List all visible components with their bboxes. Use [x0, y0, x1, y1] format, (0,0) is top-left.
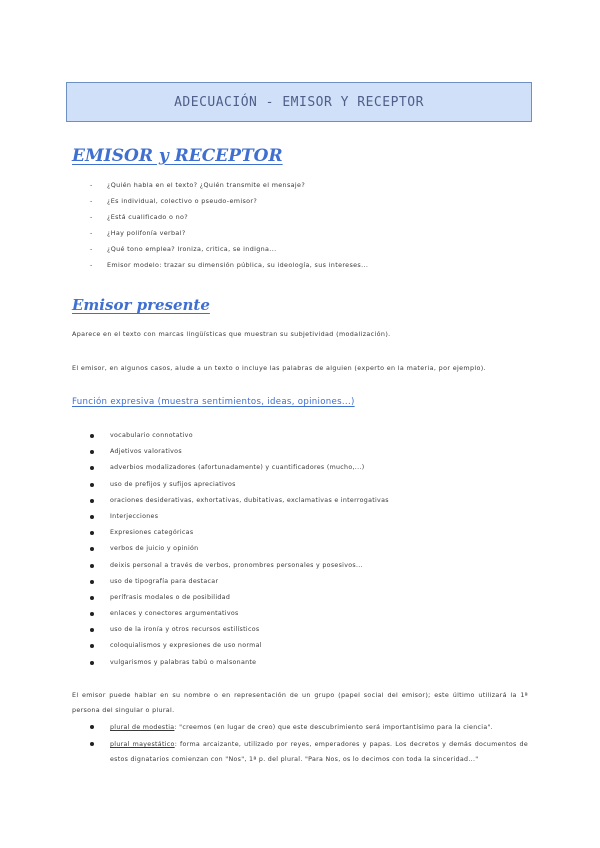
list-item — [88, 622, 389, 638]
list-item-text: vocabulario connotativo — [110, 432, 193, 439]
list-item-text: verbos de juicio y opinión — [110, 545, 199, 553]
list-item — [90, 193, 368, 209]
list-item-text: oraciones desiderativas, exhortativas, dubitativas, exclamativas e interrogativas — [110, 496, 389, 504]
bullet-icon — [90, 612, 94, 616]
document-title: ADECUACIÓN - EMISOR Y RECEPTOR — [174, 94, 424, 110]
bullet-icon — [90, 547, 94, 551]
list-item-text: ¿Es individual, colectivo o pseudo-emisor? — [107, 197, 258, 205]
list-item — [88, 655, 389, 671]
bullet-icon — [90, 596, 94, 600]
heading-emisor-presente: Emisor presente — [72, 296, 210, 314]
list-item-text: uso de tipografía para destacar — [110, 577, 219, 585]
bullet-icon — [90, 450, 94, 454]
list-item — [88, 428, 389, 444]
list-item — [90, 225, 368, 241]
title-banner — [66, 82, 532, 122]
list-item-text: coloquialismos y expresiones de uso normal — [110, 642, 262, 650]
bullet-icon — [90, 564, 94, 568]
list-item-text: uso de la ironía y otros recursos estilísticos — [110, 626, 260, 634]
term-plural-modestia: plural de modestia — [110, 724, 175, 731]
question-list — [90, 177, 368, 273]
list-item — [88, 444, 389, 460]
dash-marker: - — [90, 245, 93, 253]
list-item-text: adverbios modalizadores (afortunadamente) y cuantificadores (mucho,...) — [110, 464, 365, 472]
paragraph-alusion: El emisor, en algunos casos, alude a un texto o incluye las palabras de alguien (experto en la materia, por ejemplo). — [72, 364, 486, 372]
bullet-icon — [90, 499, 94, 503]
bullet-icon — [90, 725, 94, 729]
bullet-icon — [90, 661, 94, 665]
list-item — [88, 558, 389, 574]
list-item — [88, 509, 389, 525]
list-item — [90, 257, 368, 273]
list-item — [90, 241, 368, 257]
list-item-text: Expresiones categóricas — [110, 529, 194, 537]
list-item-text: Adjetivos valorativos — [110, 448, 182, 456]
term-plural-mayestatico: plural mayestático — [110, 741, 175, 748]
list-item-text: ¿Está cualificado o no? — [107, 213, 189, 221]
dash-marker: - — [90, 197, 93, 205]
list-item-text: ¿Qué tono emplea? Ironiza, critica, se indigna... — [107, 245, 277, 253]
bullet-icon — [90, 742, 94, 746]
list-item — [88, 460, 389, 476]
dash-marker: - — [90, 213, 93, 221]
list-item — [90, 177, 368, 193]
list-item — [88, 541, 389, 557]
dash-marker: - — [90, 261, 93, 269]
list-item-text: deixis personal a través de verbos, pronombres personales y posesivos... — [110, 561, 363, 569]
dash-marker: - — [90, 181, 93, 189]
bullet-icon — [90, 434, 94, 438]
definition-text: : forma arcaizante, utilizado por reyes, emperadores y papas. Los decretos y demás documentos de estos dignatarios comienzan con "Nos", 1ª p. del plural. "Para Nos, os lo decimos con toda la sinceridad..." — [110, 741, 528, 763]
list-item — [88, 590, 389, 606]
bullet-icon — [90, 531, 94, 535]
subheading-funcion-expresiva: Función expresiva (muestra sentimientos, ideas, opiniones...) — [72, 397, 355, 407]
bullet-icon — [90, 644, 94, 648]
list-item — [88, 574, 389, 590]
list-item-text: ¿Hay polifonía verbal? — [107, 229, 186, 237]
list-item-text: perífrasis modales o de posibilidad — [110, 593, 231, 601]
list-item-text: ¿Quién habla en el texto? ¿Quién transmite el mensaje? — [107, 181, 306, 189]
list-item — [88, 737, 528, 767]
list-item-text: Emisor modelo: trazar su dimensión pública, su ideología, sus intereses... — [107, 261, 369, 269]
list-item-text: Interjecciones — [110, 512, 159, 520]
bullet-icon — [90, 515, 94, 519]
list-item — [88, 493, 389, 509]
bullet-icon — [90, 628, 94, 632]
paragraph-subjetividad: Aparece en el texto con marcas lingüísticas que muestran su subjetividad (modalización). — [72, 330, 391, 338]
list-item — [88, 477, 389, 493]
expressive-markers-list — [88, 428, 389, 671]
heading-emisor-receptor: EMISOR y RECEPTOR — [72, 146, 283, 166]
definition-text: : "creemos (en lugar de creo) que este descubrimiento será importantísimo para la ciencia". — [174, 724, 493, 731]
list-item-text: vulgarismos y palabras tabú o malsonante — [110, 658, 257, 666]
bullet-icon — [90, 483, 94, 487]
dash-marker: - — [90, 229, 93, 237]
list-item-text: enlaces y conectores argumentativos — [110, 610, 239, 618]
bullet-icon — [90, 466, 94, 470]
list-item — [88, 638, 389, 654]
list-item — [88, 606, 389, 622]
plural-types-list — [88, 720, 528, 769]
list-item — [90, 209, 368, 225]
paragraph-representacion: El emisor puede hablar en su nombre o en representación de un grupo (papel social del emisor); este último utilizará la 1ª persona del singular o plural. — [72, 691, 528, 714]
list-item — [88, 720, 528, 735]
list-item — [88, 525, 389, 541]
list-item-text: uso de prefijos y sufijos apreciativos — [110, 480, 236, 488]
bullet-icon — [90, 580, 94, 584]
